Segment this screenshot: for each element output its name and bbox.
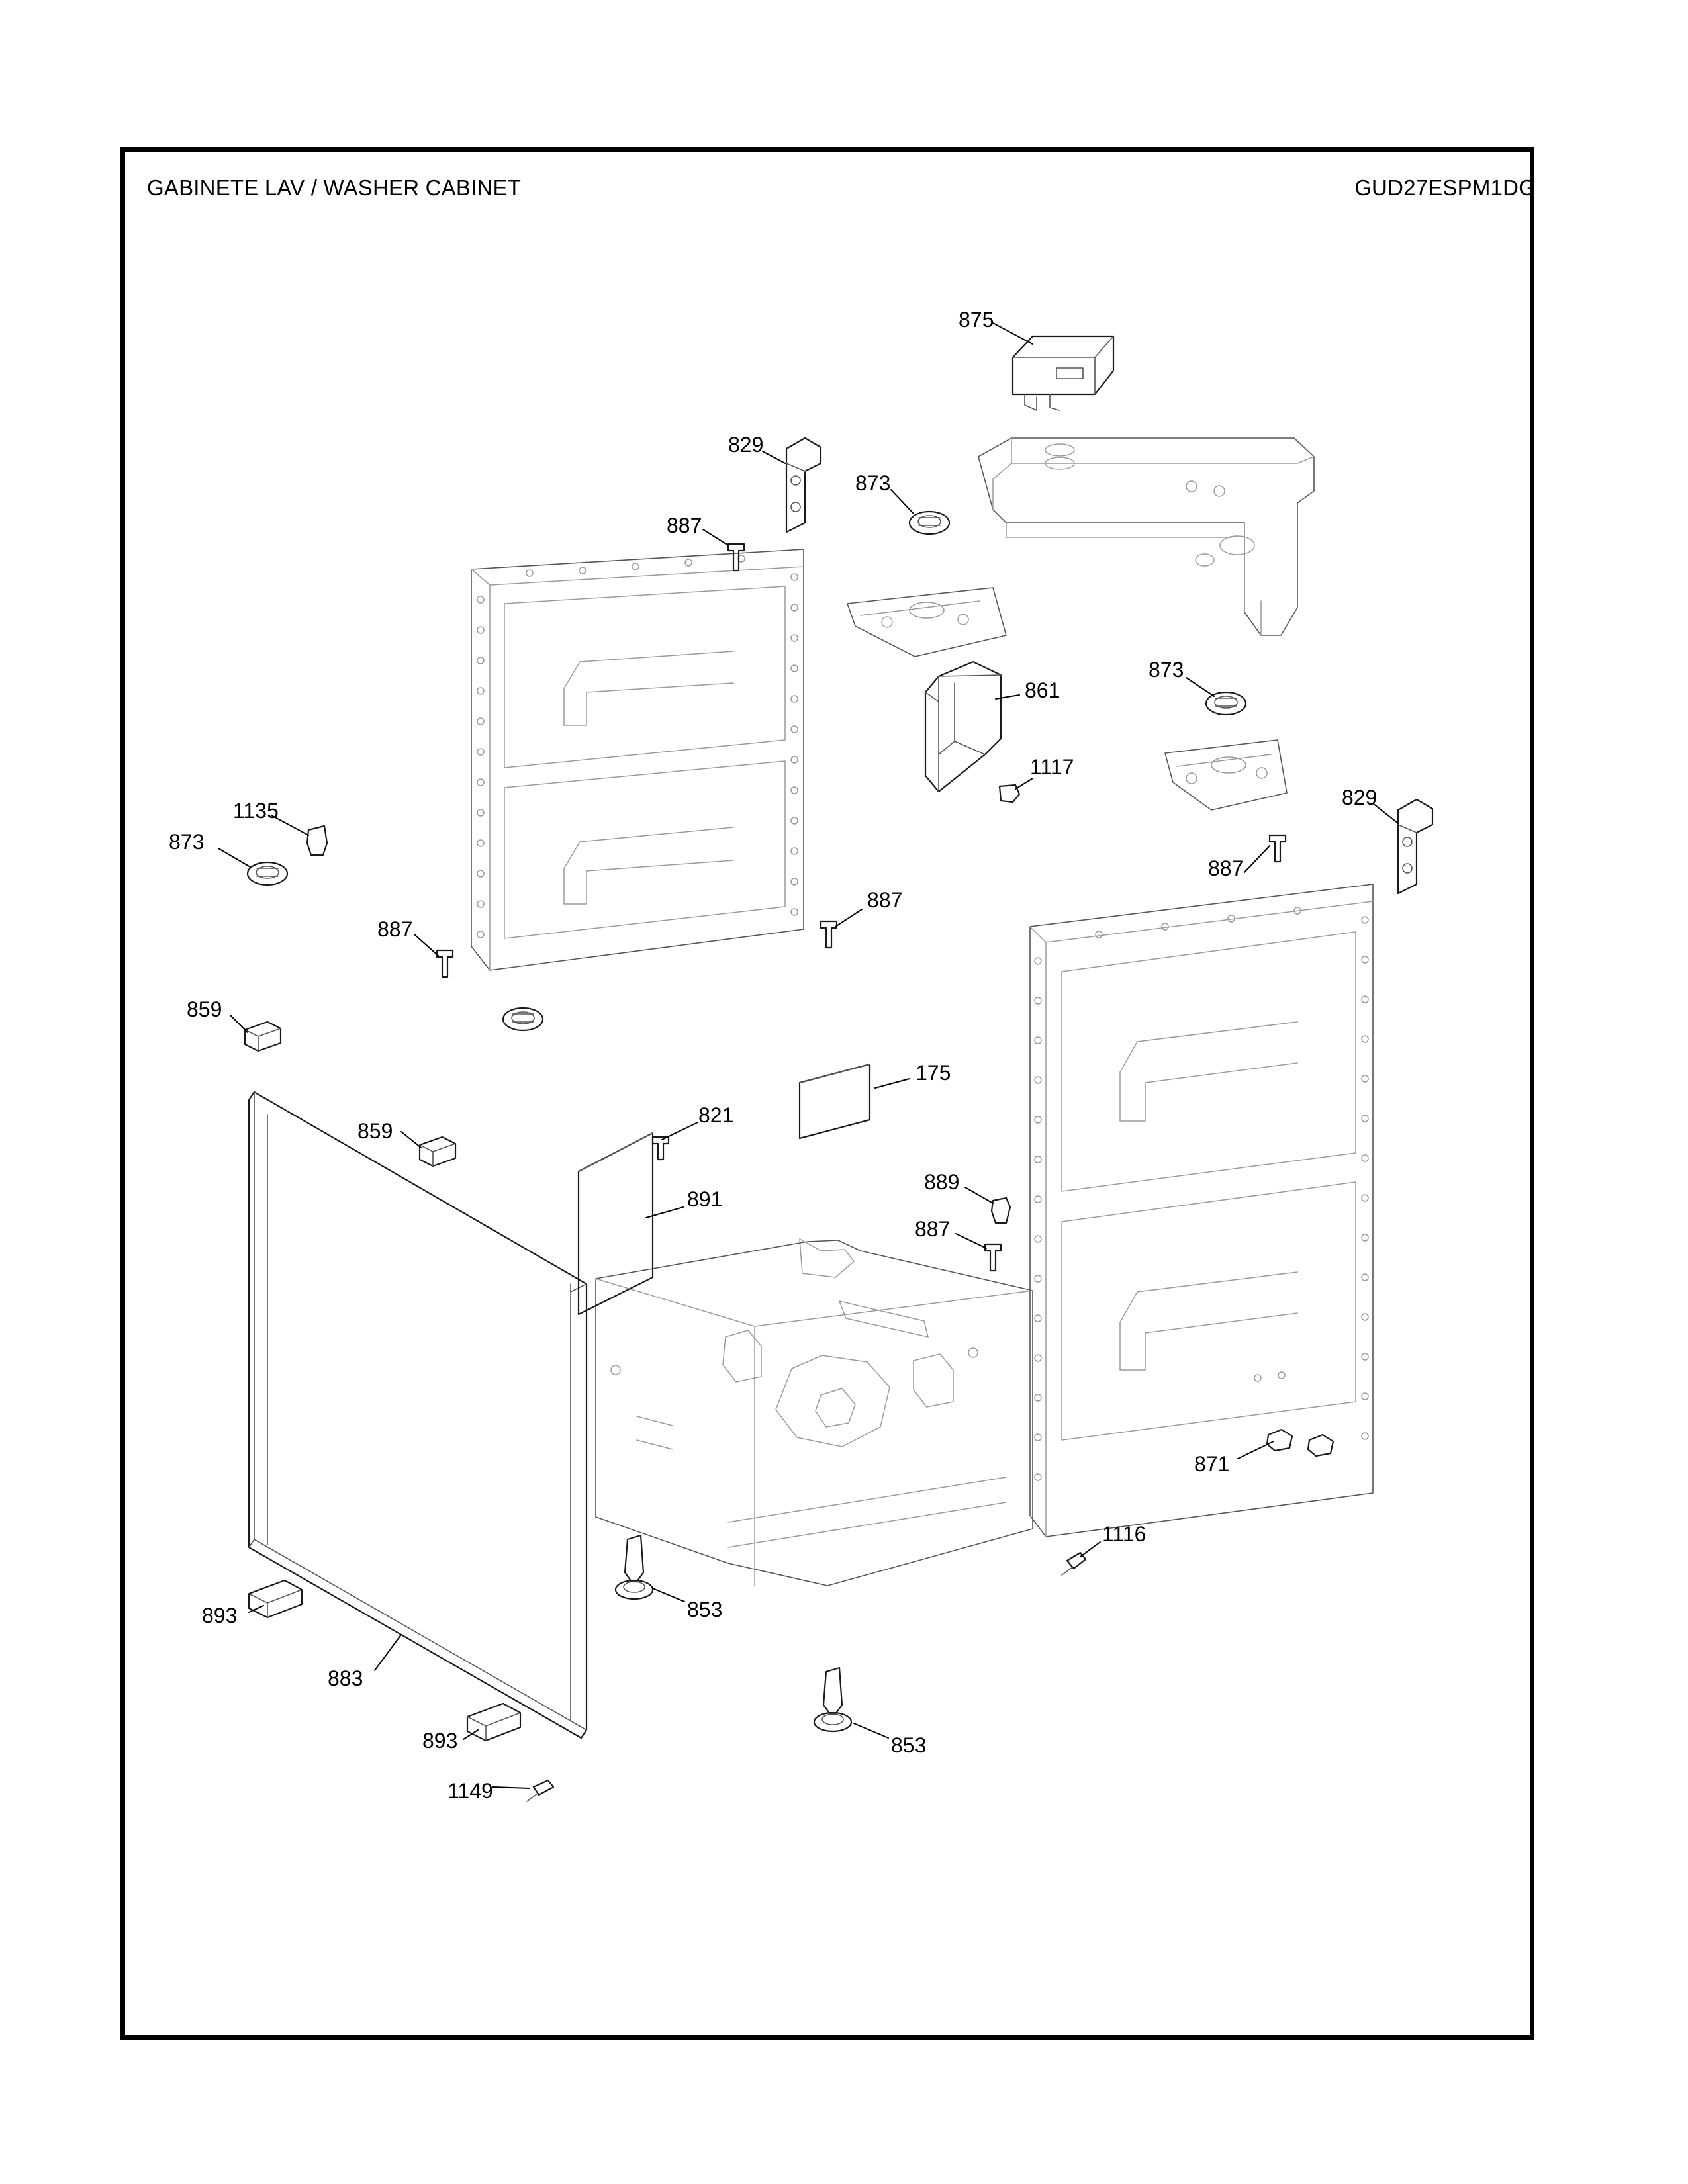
callout-853-b: 853 bbox=[891, 1733, 927, 1757]
callout-853-a: 853 bbox=[687, 1598, 723, 1621]
page-title: GABINETE LAV / WASHER CABINET bbox=[147, 175, 522, 200]
callout-821: 821 bbox=[698, 1103, 734, 1127]
callout-873-right: 873 bbox=[1149, 658, 1184, 682]
callout-887-b: 887 bbox=[1208, 856, 1244, 880]
callout-829-right: 829 bbox=[1342, 786, 1378, 809]
diagram-frame bbox=[120, 147, 1534, 2040]
callout-829-left: 829 bbox=[728, 433, 764, 457]
callout-873-top: 873 bbox=[855, 471, 891, 495]
callout-859-a: 859 bbox=[187, 997, 222, 1021]
callout-887-e: 887 bbox=[915, 1217, 951, 1241]
callout-887-a: 887 bbox=[667, 514, 702, 537]
callout-1149: 1149 bbox=[447, 1779, 493, 1803]
callout-893-a: 893 bbox=[202, 1604, 238, 1627]
callout-891: 891 bbox=[687, 1187, 723, 1211]
callout-875: 875 bbox=[959, 308, 994, 332]
callout-887-d: 887 bbox=[867, 888, 903, 912]
callout-893-b: 893 bbox=[422, 1729, 458, 1752]
callout-883: 883 bbox=[328, 1666, 363, 1690]
callout-1117: 1117 bbox=[1030, 755, 1074, 779]
callout-1135: 1135 bbox=[233, 799, 279, 823]
callout-1116: 1116 bbox=[1102, 1522, 1147, 1546]
callout-861: 861 bbox=[1025, 678, 1060, 702]
callout-871: 871 bbox=[1194, 1452, 1230, 1476]
model-number: GUD27ESPM1DG bbox=[1354, 175, 1536, 200]
callout-859-b: 859 bbox=[357, 1119, 393, 1143]
callout-887-c: 887 bbox=[377, 917, 413, 941]
callout-175: 175 bbox=[915, 1061, 951, 1085]
callout-873-left: 873 bbox=[169, 830, 205, 854]
callout-889: 889 bbox=[924, 1170, 960, 1194]
